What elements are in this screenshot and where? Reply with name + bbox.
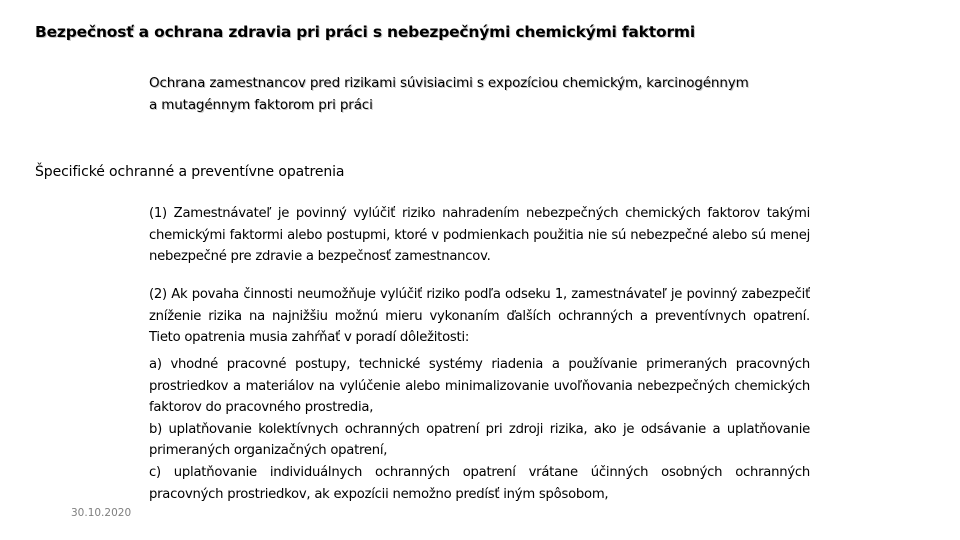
list-item-c: c) uplatňovanie individuálnych ochranných opatrení vrátane účinných osobných ochranných pracovných prostriedkov, ak expozícii nemožno predísť iným spôsobom,	[149, 464, 810, 502]
measures-list	[149, 354, 810, 505]
list-item-b: b) uplatňovanie kolektívnych ochranných opatrení pri zdroji rizika, ako je odsávanie a uplatňovanie primeraných organizačných opatrení,	[149, 421, 810, 459]
slide-date: 30.10.2020	[71, 507, 132, 519]
paragraph-2: (2) Ak povaha činnosti neumožňuje vylúčiť riziko podľa odseku 1, zamestnávateľ je povinný zabezpečiť zníženie rizika na najnižšiu možnú mieru vykonaním ďalších ochranných a preventívnych opatrení. Tieto opatrenia musia zahŕňať v poradí dôležitosti:	[149, 287, 810, 346]
paragraph-1: (1) Zamestnávateľ je povinný vylúčiť riziko nahradením nebezpečných chemických faktorov takými chemickými faktormi alebo postupmi, ktoré v podmienkach použitia nie sú nebezpečné alebo sú menej nebezpečné pre zdravie a bezpečnosť zamestnancov.	[149, 206, 810, 265]
list-item-a: a) vhodné pracovné postupy, technické systémy riadenia a používanie primeraných pracovných prostriedkov a materiálov na vylúčenie alebo minimalizovanie uvoľňovania nebezpečných chemických faktorov do pracovného prostredia,	[149, 357, 810, 416]
slide-title: Bezpečnosť a ochrana zdravia pri práci s nebezpečnými chemickými faktormi	[35, 23, 695, 41]
slide-subtitle: Ochrana zamestnancov pred rizikami súvisiacimi s expozíciou chemickým, karcinogénnym a mutagénnym faktorom pri práci	[149, 75, 749, 113]
section-heading: Špecifické ochranné a preventívne opatrenia	[35, 164, 345, 180]
